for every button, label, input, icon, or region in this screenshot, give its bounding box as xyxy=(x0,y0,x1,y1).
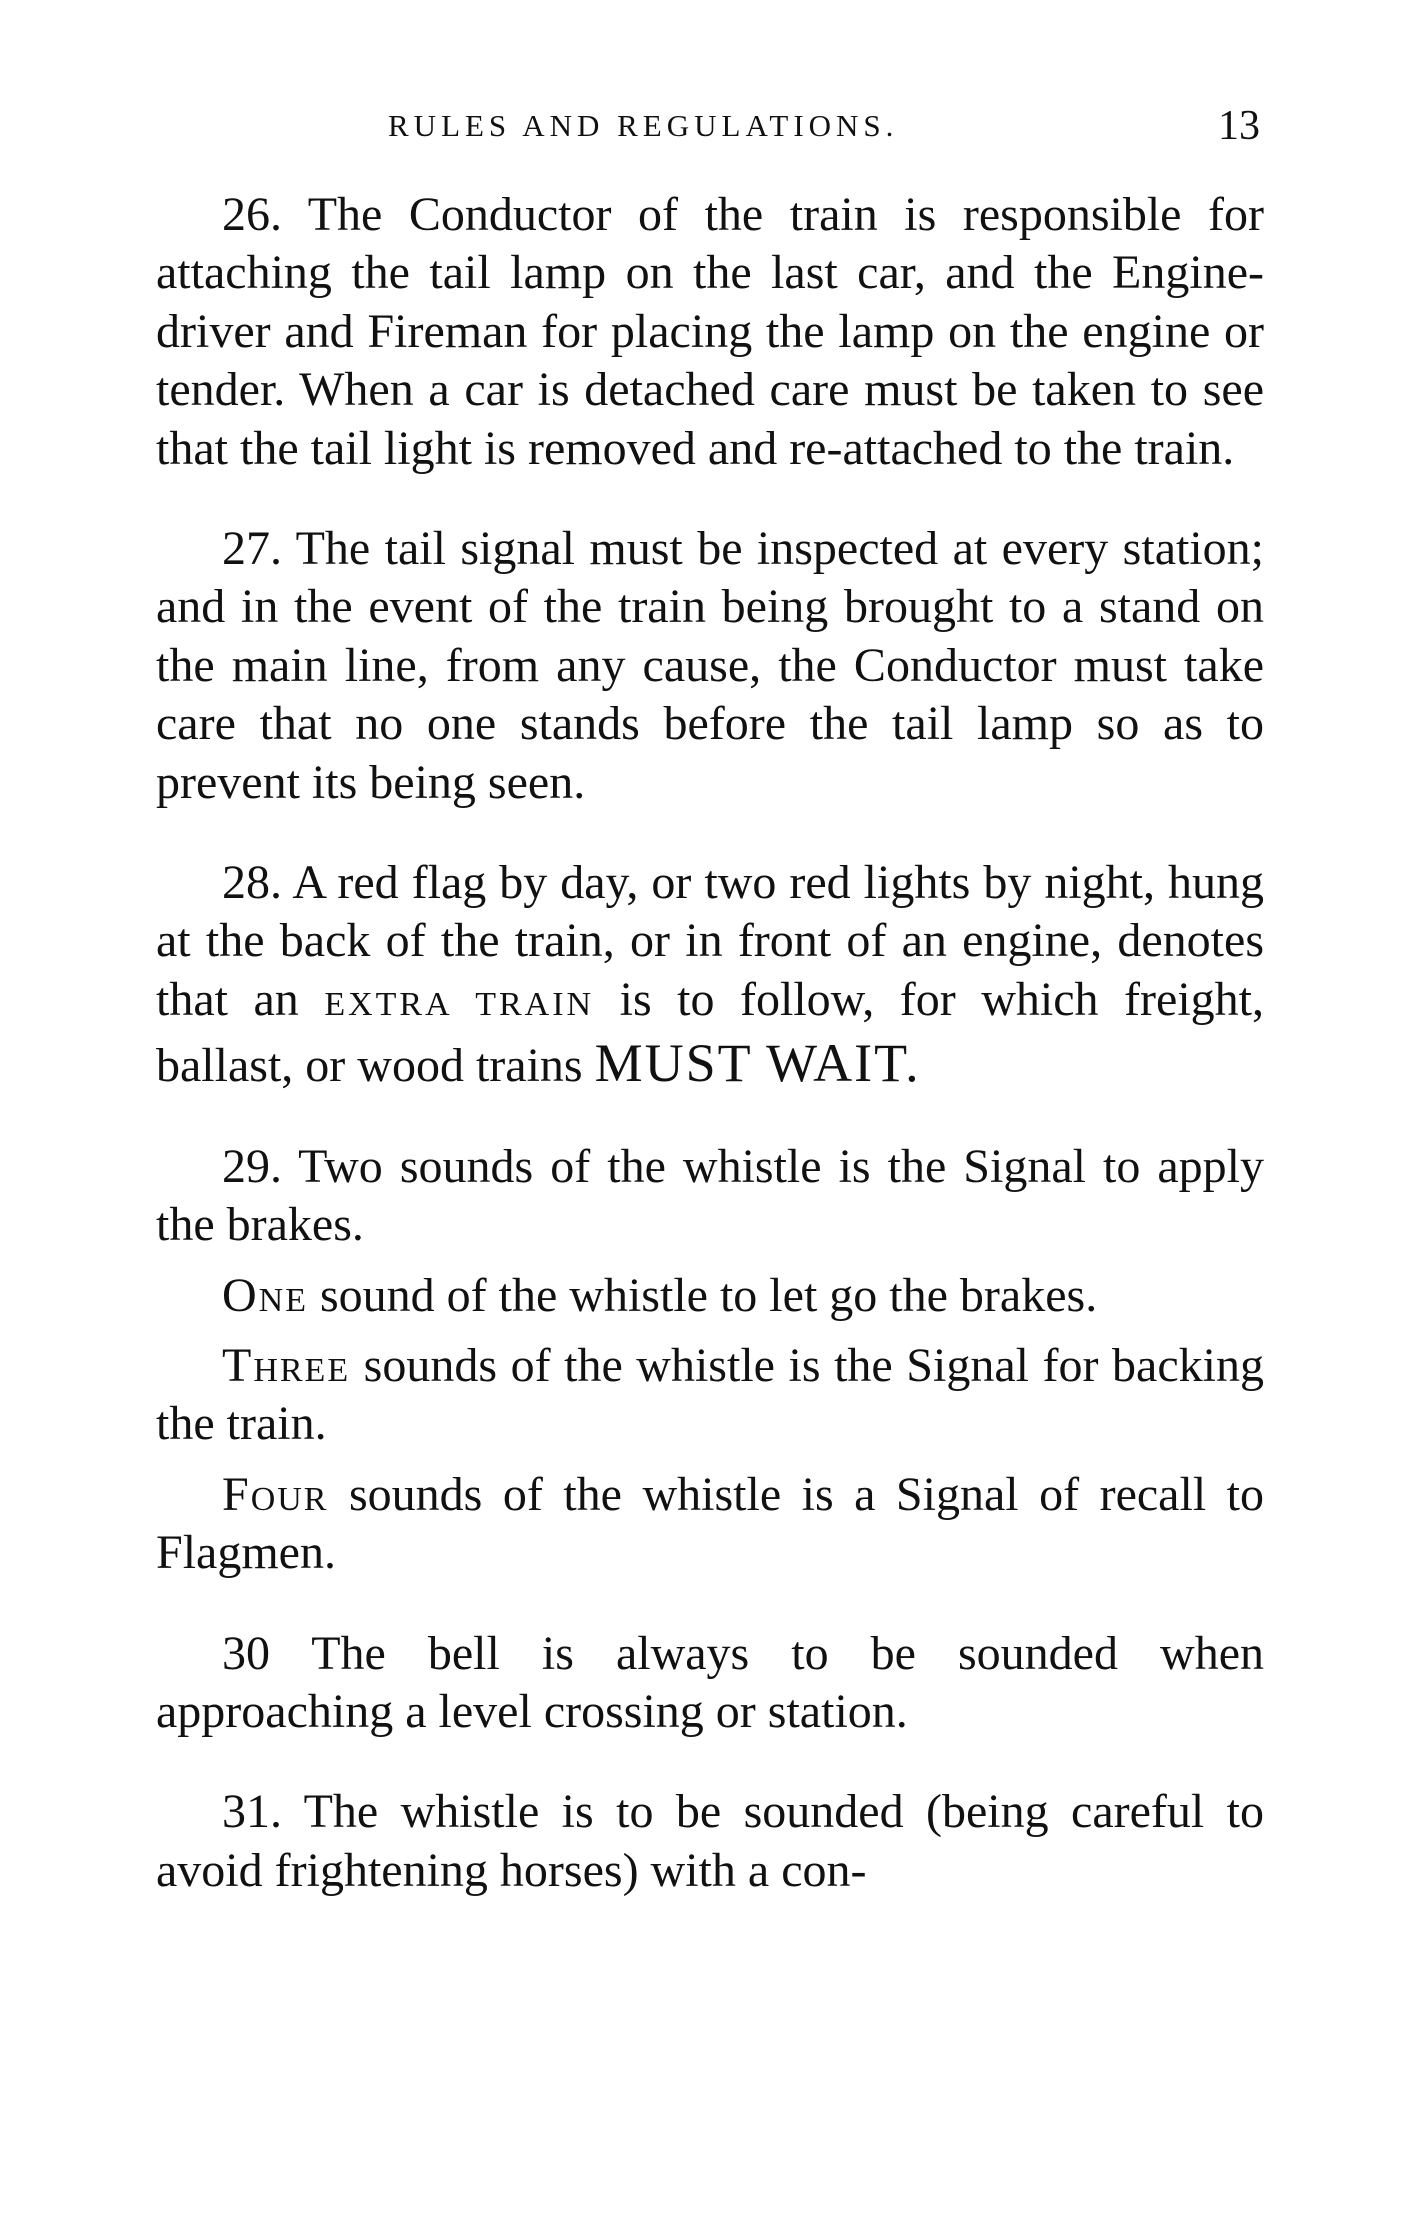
rule-26-number: 26. xyxy=(222,188,282,241)
running-title: RULES AND REGULATIONS. xyxy=(388,108,899,143)
rule-28-text-before: A red flag by day, or two red lights by night, hung at the back of the train, or in front of an engine, denotes that an xyxy=(156,856,1264,1026)
must-wait-caps: MUST WAIT. xyxy=(594,1033,921,1094)
rule-26 xyxy=(156,186,1264,478)
rule-28-text-middle: is to follow, for which freight, ballast, or wood trains xyxy=(156,972,1265,1093)
rule-29 xyxy=(156,1138,1264,1255)
three-word: Three xyxy=(222,1338,351,1392)
three-text: sounds of the whistle is the Signal for backing the train. xyxy=(156,1338,1264,1451)
rule-30-text: The bell is always to be sounded when approaching a level crossing or station. xyxy=(156,1626,1265,1738)
rule-31-number: 31. xyxy=(222,1785,282,1839)
four-text: sounds of the whistle is a Signal of recall to Flagmen. xyxy=(156,1467,1264,1580)
extra-train-caps: EXTRA TRAIN xyxy=(324,985,595,1023)
rule-29-one xyxy=(156,1267,1264,1325)
rule-30-number: 30 xyxy=(222,1626,270,1680)
four-word: Four xyxy=(222,1467,329,1521)
one-word: One xyxy=(222,1268,308,1322)
rule-26-text: The Conductor of the train is responsible for attaching the tail lamp on the last car, and the Engine-driver and Fireman for placing the lamp on the engine or tender. When a car is detached care must be taken to see that the tail light is removed and re-attached to the train. xyxy=(156,188,1264,475)
rule-29-text: Two sounds of the whistle is the Signal to apply the brakes. xyxy=(156,1139,1265,1252)
rule-27 xyxy=(156,520,1264,812)
page-body xyxy=(156,186,1264,1900)
rule-28-number: 28. xyxy=(222,856,282,910)
one-text: sound of the whistle to let go the brakes. xyxy=(320,1268,1098,1322)
rule-27-number: 27. xyxy=(222,522,282,576)
page-number: 13 xyxy=(1218,103,1260,149)
rule-27-text: The tail signal must be inspected at every station; and in the event of the train being brought to a stand on the main line, from any cause, the Conductor must take care that no one stands before the tail lamp so as to prevent its being seen. xyxy=(156,522,1265,809)
rule-29-four xyxy=(156,1466,1264,1583)
rule-28 xyxy=(156,854,1264,1096)
rule-29-three xyxy=(156,1337,1264,1454)
rule-30 xyxy=(156,1625,1264,1742)
rule-29-number: 29. xyxy=(222,1139,282,1193)
rule-31 xyxy=(156,1783,1264,1900)
rule-31-text: The whistle is to be sounded (being careful to avoid frightening horses) with a con- xyxy=(156,1785,1264,1897)
running-head xyxy=(160,103,1260,158)
